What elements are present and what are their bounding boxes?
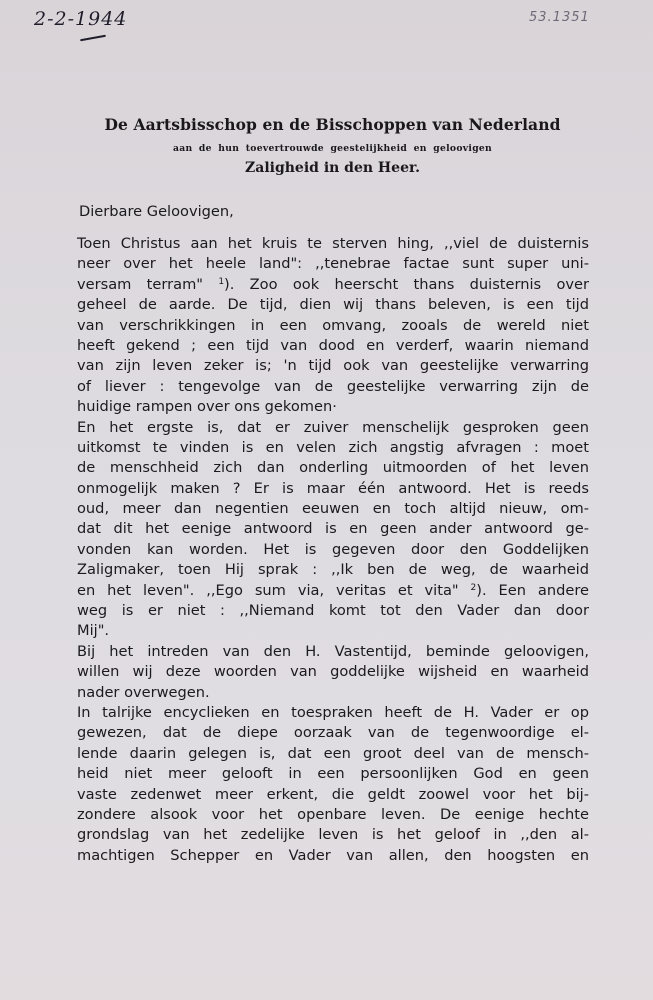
handwritten-date: 2-2-1944 bbox=[34, 8, 128, 30]
footnote-marker: 1 bbox=[218, 276, 225, 287]
letter-body bbox=[77, 234, 589, 866]
body-line: gewezen, dat de diepe oorzaak van de tegenwoordige el- bbox=[77, 724, 589, 742]
body-line: vonden kan worden. Het is gegeven door den Goddelijken bbox=[77, 540, 589, 558]
body-line: lende daarin gelegen is, dat een groot deel van de mensch- bbox=[77, 744, 589, 762]
body-line: machtigen Schepper en Vader van allen, den hoogsten en bbox=[77, 846, 589, 864]
body-line: Toen Christus aan het kruis te sterven hing, ,,viel de duisternis bbox=[77, 235, 589, 252]
footnote-marker: 2 bbox=[470, 582, 477, 593]
body-line: versam terram" $^1$). Zoo ook heerscht thans duisternis over bbox=[77, 275, 589, 293]
body-line: zondere alsook voor het openbare leven. De eenige hechte bbox=[77, 805, 589, 823]
body-line: oud, meer dan negentien eeuwen en toch altijd nieuw, om- bbox=[77, 500, 589, 518]
body-line: neer over het heele land": ,,tenebrae factae sunt super uni- bbox=[77, 255, 589, 273]
body-line: huidige rampen over ons gekomen· bbox=[77, 398, 337, 416]
body-line: grondslag van het zedelijke leven is het geloof in ,,den al- bbox=[77, 826, 589, 844]
salutation: Dierbare Geloovigen, bbox=[79, 203, 234, 220]
body-line: heid niet meer gelooft in een persoonlijken God en geen bbox=[77, 765, 589, 783]
body-line: heeft gekend ; een tijd van dood en verderf, waarin niemand bbox=[77, 336, 589, 354]
body-line: Mij". bbox=[77, 622, 110, 640]
body-line: of liever : tengevolge van de geestelijke verwarring zijn de bbox=[77, 377, 589, 395]
body-line: Zaligmaker, toen Hij sprak : ,,Ik ben de weg, de waarheid bbox=[77, 561, 589, 579]
body-line: Bij het intreden van den H. Vastentijd, beminde geloovigen, bbox=[77, 642, 589, 660]
handwritten-underline bbox=[80, 35, 106, 41]
body-line: geheel de aarde. De tijd, dien wij thans beleven, is een tijd bbox=[77, 296, 589, 314]
body-line: dat dit het eenige antwoord is en geen ander antwoord ge- bbox=[77, 520, 589, 538]
document-title: De Aartsbisschop en de Bisschoppen van Nederland bbox=[104, 115, 561, 134]
body-line: onmogelijk maken ? Er is maar één antwoord. Het is reeds bbox=[77, 479, 589, 497]
body-line: willen wij deze woorden van goddelijke wijsheid en waarheid bbox=[77, 663, 589, 681]
body-line: van zijn leven zeker is; 'n tijd ook van geestelijke verwarring bbox=[77, 357, 589, 375]
document-subtitle: aan de hun toevertrouwde geestelijkheid en geloovigen bbox=[172, 143, 493, 154]
body-line: nader overwegen. bbox=[77, 683, 210, 701]
body-line: In talrijke encyclieken en toespraken heeft de H. Vader er op bbox=[77, 703, 589, 721]
document-greeting: Zaligheid in den Heer. bbox=[245, 160, 420, 176]
body-line: vaste zedenwet meer erkent, die geldt zoowel voor het bij- bbox=[77, 785, 589, 803]
body-line: en het leven". ,,Ego sum via, veritas et vita" $^2$). Een andere bbox=[77, 581, 589, 599]
body-line: weg is er niet : ,,Niemand komt tot den Vader dan door bbox=[77, 602, 589, 620]
body-line: uitkomst te vinden is en velen zich angstig afvragen : moet bbox=[77, 438, 589, 456]
body-line: de menschheid zich dan onderling uitmoorden of het leven bbox=[77, 459, 589, 477]
archive-number: 53.1351 bbox=[529, 10, 590, 25]
body-line: van verschrikkingen in een omvang, zooals de wereld niet bbox=[77, 316, 589, 334]
body-line: En het ergste is, dat er zuiver menschelijk gesproken geen bbox=[77, 418, 589, 436]
